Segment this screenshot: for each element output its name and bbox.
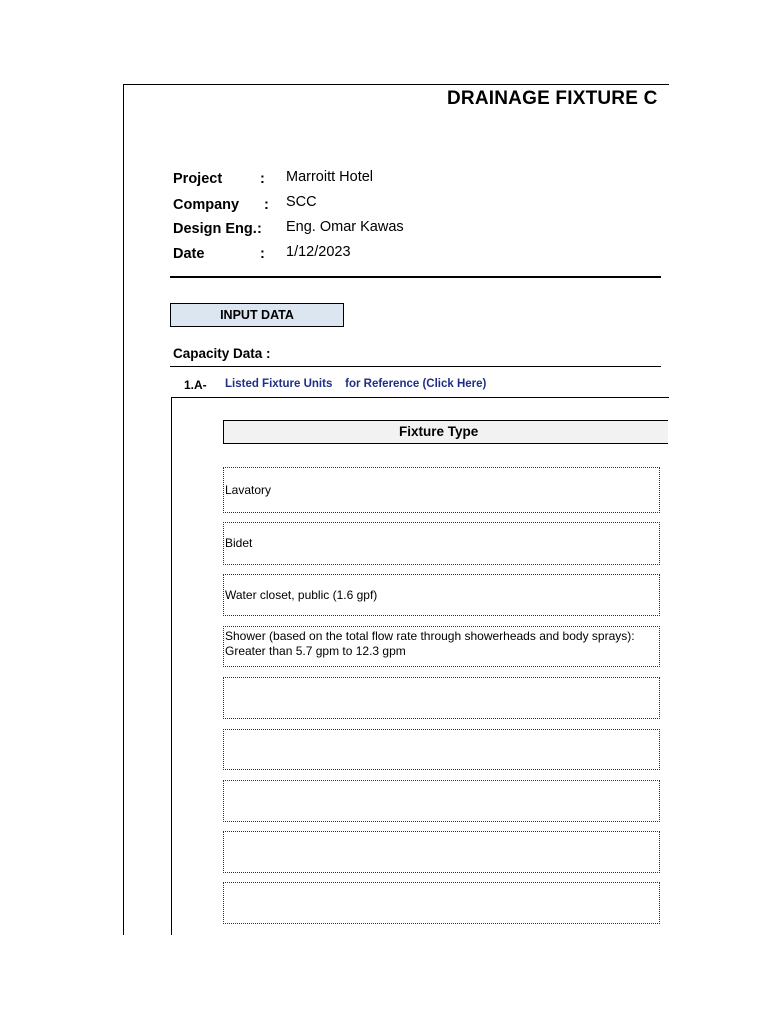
company-value[interactable]: SCC [286,194,317,210]
fixture-cell[interactable]: Lavatory [223,467,660,513]
fixture-cell[interactable] [223,729,660,770]
design-engineer-label: Design Eng. [173,221,257,237]
fixture-cell[interactable]: Water closet, public (1.6 gpf) [223,574,660,616]
design-engineer-value[interactable]: Eng. Omar Kawas [286,219,404,235]
date-row [173,246,473,268]
design-engineer-colon: : [257,221,262,237]
fixture-type-header [223,420,668,444]
page-title: DRAINAGE FIXTURE C [447,88,658,109]
project-colon: : [260,171,265,187]
fixture-units-reference-link[interactable]: Listed Fixture Units for Reference (Click Here) [225,378,487,390]
fixture-cell[interactable] [223,780,660,822]
section-number: 1.A- [184,378,207,392]
company-label: Company [173,197,240,213]
project-label: Project [173,171,223,187]
fixture-cell[interactable] [223,677,660,719]
project-row [173,171,473,193]
project-value[interactable]: Marroitt Hotel [286,169,374,185]
fixture-cell[interactable]: Shower (based on the total flow rate through showerheads and body sprays): Greater than 5.7 gpm to 12.3 gpm [223,626,660,667]
date-value[interactable]: 1/12/2023 [286,244,351,260]
company-colon: : [264,197,269,213]
fixture-type-header-label: Fixture Type [399,424,479,439]
header-divider [170,276,661,278]
date-label: Date [173,246,205,262]
fixture-cell[interactable]: Bidet [223,522,660,565]
design-engineer-row [173,221,473,243]
date-colon: : [260,246,265,262]
fixture-cell[interactable] [223,831,660,873]
fixture-cell[interactable] [223,882,660,924]
input-data-label: INPUT DATA [170,303,344,327]
company-row [173,194,473,219]
capacity-data-label: Capacity Data : [173,346,271,361]
capacity-divider [170,366,661,367]
